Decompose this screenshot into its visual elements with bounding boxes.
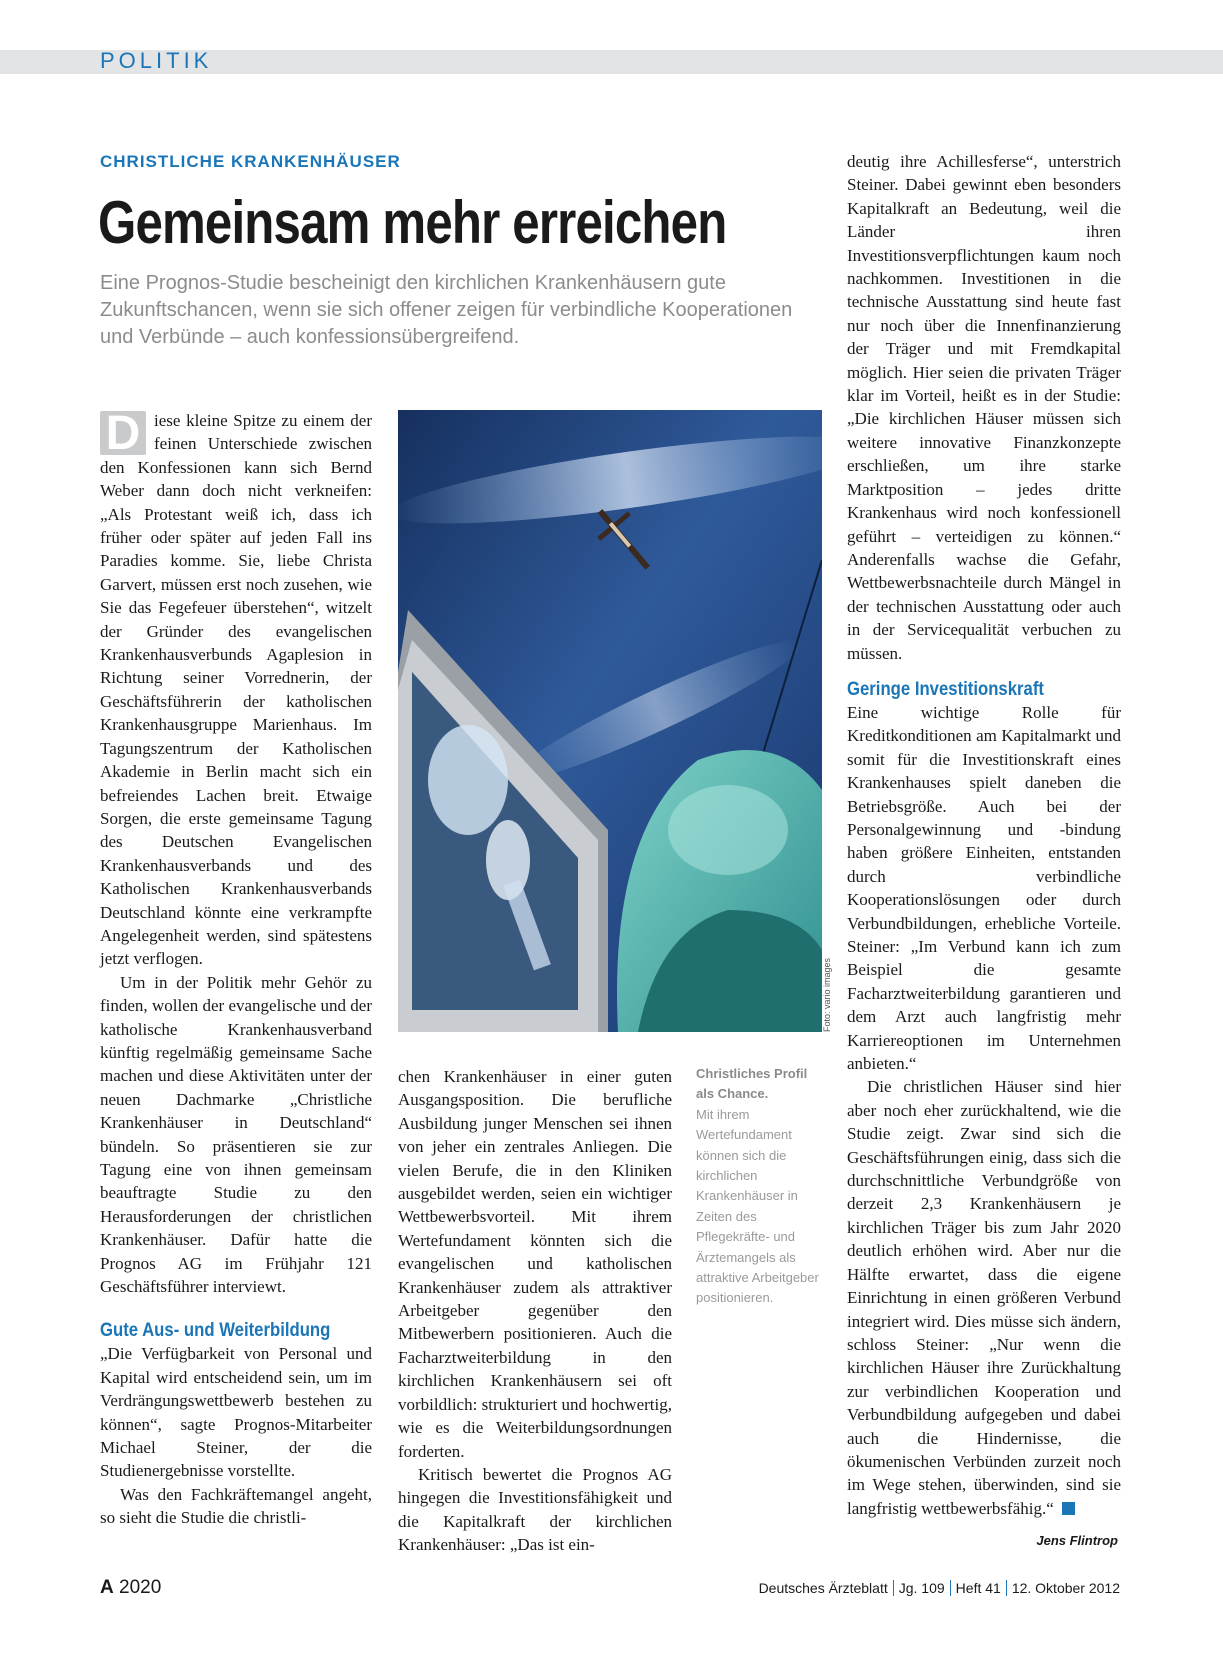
paragraph: Eine wichtige Rolle für Kreditkonditionen am Kapitalmarkt und somit für die Investitionskraft eines Krankenhauses spielt daneben die Betriebsgröße. Auch bei der Personalgewinnung und -bindung haben größere Einheiten, entstanden durch verbindliche Kooperationslösungen oder durch Verbundbildungen, erhebliche Vorteile. Steiner: „Im Verbund kann ich zum Beispiel die gesamte Facharztweiterbildung garantieren und dem Arzt auch langfristig mehr Karriereoptionen im Unternehmen anbieten.“ <box>847 702 1121 1074</box>
footer-publication-info <box>759 1580 1120 1596</box>
photo-caption <box>696 1064 828 1309</box>
journal-date: 12. Oktober 2012 <box>1011 1580 1120 1596</box>
paragraph: chen Krankenhäuser in einer guten Ausgangsposition. Die berufliche Ausbildung junger Menschen sei ihnen von jeher ein zentrales Anliegen. Die vielen Berufe, die in den Kliniken ausgebildet werden, seien ein wichtiger Wettbewerbsvorteil. Mit ihrem Wertefundament könnten sich die evangelischen und katholischen Krankenhäuser zudem als attraktiver Arbeitgeber gegenüber den Mitbewerbern positionieren. Auch die Facharztweiterbildung in den kirchlichen Krankenhäusern sei oft vorbildlich: strukturiert und hochwertig, wie es die Weiterbildungsordnungen forderten. <box>398 1067 672 1461</box>
paragraph: Um in der Politik mehr Gehör zu finden, wollen der evangelische und der katholische Krankenhausverband künftig regelmäßig gemeinsame Sache machen und diese Aktivitäten unter der neuen Dachmarke „Christliche Krankenhäuser in Deutschland“ bündeln. So präsentieren sie zur Tagung eine von ihnen gemeinsam beauftragte Studie zu den Herausforderungen der christlichen Krankenhäuser. Dafür hatte die Prognos AG im Frühjahr 121 Geschäftsführer interviewt. <box>100 972 372 1297</box>
footer-separator <box>950 1580 951 1596</box>
footer-separator <box>893 1580 894 1596</box>
paragraph: Was den Fachkräftemangel angeht, so sieht die Studie die christli- <box>100 1484 372 1528</box>
paragraph: deutig ihre Achillesferse“, unterstrich Steiner. Dabei gewinnt eben besonders Kapitalkraft an Bedeutung, weil die Länder ihren Investitionsverpflichtungen kaum noch nachkommen. Investitionen in die technische Ausstattung sind heute fast nur noch über die Innenfinanzierung der Träger und mit Fremdkapital möglich. Hier seien die privaten Träger klar im Vorteil, heißt es in der Studie: „Die kirchlichen Häuser müssen sich weitere innovative Finanzkonzepte erschließen, um ihre starke Marktposition – jedes dritte Krankenhaus wird noch konfessionell geführt – verteidigen zu können.“ Anderenfalls wachse die Gefahr, Wettbewerbsnachteile durch Mängel in der technischen Ausstattung oder auch in der Servicequalität verbuchen zu müssen. <box>847 152 1121 663</box>
footer-separator <box>1006 1580 1007 1596</box>
folio-number: 2020 <box>119 1577 162 1598</box>
paragraph <box>847 1075 1121 1520</box>
article-kicker: CHRISTLICHE KRANKENHÄUSER <box>100 152 401 171</box>
paragraph: Kritisch bewertet die Prognos AG hingegen die Investitionsfähigkeit und die Kapitalkraft der kirchlichen Krankenhäuser: „Das ist ein- <box>398 1464 672 1555</box>
page-folio <box>100 1577 161 1599</box>
article-photo <box>398 410 822 1032</box>
text-column-2 <box>398 1065 672 1557</box>
paragraph-text: Die christlichen Häuser sind hier aber noch eher zurückhaltend, wie die Studie zeigt. Zwar sind sich die Geschäftsführungen einig, dass sich die durchschnittliche Verbundgröße von derzeit 2,3 Krankenhäusern je kirchlichen Träger bis zum Jahr 2020 deutlich erhöhen wird. Aber nur die Hälfte erwartet, dass die eigene Einrichtung in einen größeren Verbund integriert wird. Dies müsse sich ändern, schloss Steiner: „Nur wenn die kirchlichen Häuser ihre Zurückhaltung zur verbindlichen Kooperation und Verbundbildung aufgegeben und dabei auch die Hindernisse, die ökumenischen Verbünden zurzeit noch im Wege stehen, überwinden, sind sie langfristig wettbewerbsfähig.“ <box>847 1077 1121 1518</box>
article-lead: Eine Prognos-Studie bescheinigt den kirchlichen Krankenhäusern gute Zukunftschancen, wenn sie sich offener zeigen für verbindliche Kooperationen und Verbünde – auch konfessionsübergreifend. <box>100 272 793 348</box>
end-of-article-square-icon <box>1062 1502 1075 1515</box>
photo-credit: Foto: vario images <box>822 957 832 1032</box>
drop-cap: D <box>100 411 146 455</box>
journal-name: Deutsches Ärzteblatt <box>758 1580 888 1596</box>
article-author: Jens Flintrop <box>1036 1533 1118 1548</box>
subheading: Geringe Investitionskraft <box>847 678 1044 700</box>
article-headline: Gemeinsam mehr erreichen <box>98 189 727 256</box>
journal-volume: Jg. 109 <box>898 1580 945 1596</box>
section-label: POLITIK <box>100 48 213 73</box>
caption-text: Mit ihrem Wertefundament können sich die kirchlichen Krankenhäuser in Zeiten des Pflegekräfte- und Ärztemangels als attraktive Arbeitgeber positionieren. <box>696 1106 819 1306</box>
paragraph: „Die Verfügbarkeit von Personal und Kapital wird entscheidend sein, um im Verdrängungswettbewerb bestehen zu können“, sagte Prognos-Mitarbeiter Michael Steiner, der die Studienergebnisse vorstellte. <box>100 1344 372 1481</box>
paragraph <box>100 409 372 971</box>
subheading: Gute Aus- und Weiterbildung <box>100 1320 331 1342</box>
caption-title: Christliches Profil als Chance. <box>696 1066 808 1102</box>
folio-letter: A <box>100 1577 114 1598</box>
text-column-3 <box>847 150 1121 1520</box>
text-column-1 <box>100 409 372 1530</box>
operating-room-photo <box>398 410 822 1032</box>
journal-issue: Heft 41 <box>955 1580 1001 1596</box>
paragraph-text: iese kleine Spitze zu einem der feinen Unterschiede zwischen den Konfessionen kann sich Bernd Weber dann doch nicht verkneifen: „Als Protestant weiß ich, dass ich früher oder später auf jeden Fall ins Paradies komme. Sie, liebe Christa Garvert, müssen erst noch zusehen, wie Sie das Fegefeuer überstehen“, witzelt der Gründer des evangelischen Krankenhausverbunds Agaplesion in Richtung seiner Vorrednerin, der Geschäftsführerin der katholischen Krankenhausgruppe Marienhaus. Im Tagungszentrum der Katholischen Akademie in Berlin macht sich ein befreiendes Lachen breit. Etwaige Sorgen, die erste gemeinsame Tagung des Deutschen Evangelischen Krankenhausverbands und des Katholischen Krankenhausverbands Deutschland könnte eine verkrampfte Angelegenheit werden, sind spätestens jetzt verflogen. <box>100 411 372 969</box>
